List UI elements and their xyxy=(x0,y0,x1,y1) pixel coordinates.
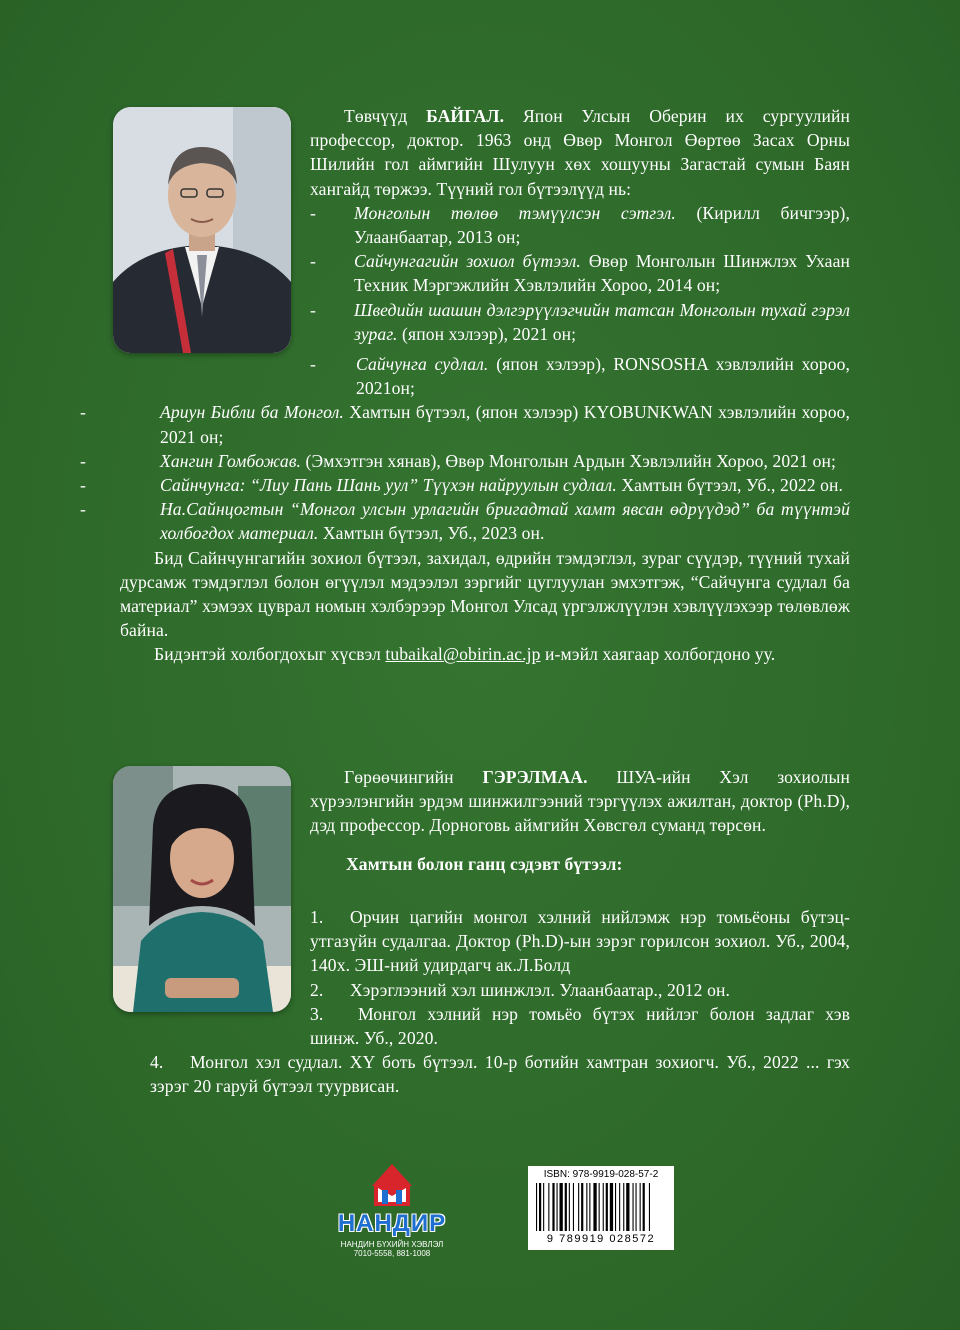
author2-intro-prefix: Гөрөөчингийн xyxy=(344,767,483,787)
author1-work-item: - Хангин Гомбожав. (Эмхэтгэн хянав), Өвөр Монголын Ардын Хэвлэлийн Хороо, 2021 он; xyxy=(80,450,837,471)
publisher-name: НАНДИР xyxy=(337,1210,447,1237)
work-title: Сайнчунга: “Лиу Пань Шань уул” Түүхэн найруулын судлал. xyxy=(160,475,617,496)
author1-work-item: - На.Сайнцогтын “Монгол улсын урлагийн бригадтай хамт явсан өдрүүдэд” ба түүнтэй холбогдох материал. Хамтын бүтээл, Уб., 2023 он. xyxy=(80,499,850,544)
author2-intro-rest: ШУА-ийн Хэл зохиолын хүрээлэнгийн эрдэм шинжилгээний тэргүүлэх ажилтан, доктор (Ph.D), дэд профессор. Дорноговь аймгийн Хөвсгөл суманд төрсөн. xyxy=(310,767,850,836)
work-title: Ариун Библи ба Монгол. xyxy=(160,402,344,423)
isbn-label: ISBN: 978-9919-028-57-2 xyxy=(543,1169,659,1180)
contact-suffix: и-мэйл хаягаар холбогдоно уу. xyxy=(540,644,776,665)
barcode-icon xyxy=(534,1183,668,1233)
work-detail: Өвөр Монголын Шинжлэх Ухаан Техник Мэргэжлийн Хэвлэлийн Хороо, 2014 он; xyxy=(354,251,850,296)
email-link[interactable]: tubaikal@obirin.ac.jp xyxy=(385,644,541,665)
author1-bio-continued xyxy=(80,354,850,667)
author1-work-item: - Сайчунгагийн зохиол бүтээл. Өвөр Монголын Шинжлэх Ухаан Техник Мэргэжлийн Хэвлэлийн Хороо, 2014 он; xyxy=(310,251,850,296)
author2-name: ГЭРЭЛМАА. xyxy=(482,767,588,787)
author2-bio xyxy=(310,765,850,876)
author1-contact xyxy=(120,642,850,666)
author2-work-item: 3. Монгол хэлний нэр томьёо бүтэх нийлэг болон задлаг хэв шинж. Уб., 2020. xyxy=(310,1003,850,1049)
author2-works-heading: Хамтын болон ганц сэдэвт бүтээл: xyxy=(346,853,623,874)
author1-name: БАЙГАЛ. xyxy=(426,106,505,126)
author2-work-item: 2. Хэрэглээний хэл шинжлэл. Улаанбаатар., 2012 он. xyxy=(310,979,730,1000)
author1-intro-rest: Япон Улсын Оберин их сургуулийн профессор, доктор. 1963 онд Өвөр Монгол Өөртөө Засах Орны Шилийн гол аймгийн Шулуун хөх хошууны Загастай сумын Баян хангайд төржээ. Түүний гол бүтээлүүд нь: xyxy=(310,106,850,199)
work-detail: (япон хэлээр), RONSOSHA хэвлэлийн хороо, 2021он; xyxy=(356,354,850,399)
author1-portrait-icon xyxy=(113,107,291,353)
work-detail: Хамтын бүтээл, (япон хэлээр) KYOBUNKWAN хэвлэлийн хороо, 2021 он; xyxy=(160,402,850,447)
author1-plan: Бид Сайнчунгагийн зохиол бүтээл, захидал, өдрийн тэмдэглэл, зураг сүүдэр, түүний тухай дурсамж тэмдэглэл болон өгүүлэл мэдээлэл зэргийг цуглуулан эмхэтгэж, “Сайчунга судлал ба материал” хэмээх цуврал номын хэлбэрээр Монгол Улсад үргэлжлүүлэн хэвлүүлэхээр төлөвлөж байна. xyxy=(120,547,850,641)
work-title: Хангин Гомбожав. xyxy=(160,450,302,471)
isbn-barcode xyxy=(528,1166,674,1250)
work-title: Сайчунгагийн зохиол бүтээл. xyxy=(354,251,581,272)
publisher-logo xyxy=(322,1158,462,1258)
work-title: Шведийн шашин дэлгэрүүлэгчийн татсан Монголын тухай гэрэл зураг. xyxy=(354,299,850,344)
author1-bio xyxy=(310,104,850,346)
work-detail: (япон хэлээр), 2021 он; xyxy=(397,323,577,344)
author1-work-item: - Шведийн шашин дэлгэрүүлэгчийн татсан Монголын тухай гэрэл зураг. (япон хэлээр), 2021 он; xyxy=(310,299,850,344)
work-detail: (Эмхэтгэн хянав), Өвөр Монголын Ардын Хэвлэлийн Хороо, 2021 он; xyxy=(301,450,837,471)
work-detail: Хамтын бүтээл, Уб., 2023 он. xyxy=(318,523,545,544)
author1-work-item: - Сайчунга судлал. (япон хэлээр), RONSOSHA хэвлэлийн хороо, 2021он; xyxy=(310,354,850,399)
author1-photo xyxy=(113,107,291,353)
author2-works-list xyxy=(150,905,850,1099)
work-detail: (Кирилл бичгээр), Улаанбаатар, 2013 он; xyxy=(354,202,850,248)
author2-work-item: 4. Монгол хэл судлал. XY боть бүтээл. 10-р ботийн хамтран зохиогч. Уб., 2022 ... гэх зэрэг 20 гаруй бүтээл туурвисан. xyxy=(150,1052,850,1097)
work-title: Сайчунга судлал. xyxy=(356,354,489,374)
author1-work-item: - Ариун Библи ба Монгол. Хамтын бүтээл, (япон хэлээр) KYOBUNKWAN хэвлэлийн хороо, 2021 он; xyxy=(80,402,850,447)
isbn-digits: 9 789919 028572 xyxy=(546,1233,656,1245)
contact-prefix: Бидэнтэй холбогдохыг хүсвэл xyxy=(154,644,386,665)
publisher-subtitle: НАНДИН БҮХИЙН ХЭВЛЭЛ 7010-5558, 881-1008 xyxy=(340,1240,444,1258)
author2-work-item: 1. Орчин цагийн монгол хэлний нийлэмж нэр томьёоны бүтэц-утгазүйн судалгаа. Доктор (Ph.D)-ын зэрэг горилсон зохиол. Уб., 2004, 140х. ЭШ-ний удирдагч ак.Л.Болд xyxy=(310,907,850,976)
author1-work-item: - Монголын төлөө тэмүүлсэн сэтгэл. (Кирилл бичгээр), Улаанбаатар, 2013 он; xyxy=(310,202,850,248)
work-title: Монголын төлөө тэмүүлсэн сэтгэл. xyxy=(354,202,676,223)
work-title: На.Сайнцогтын “Монгол улсын урлагийн бригадтай хамт явсан өдрүүдэд” ба түүнтэй холбогдох материал. xyxy=(160,499,850,544)
work-detail: Хамтын бүтээл, Уб., 2022 он. xyxy=(616,475,844,496)
author1-intro-prefix: Төвчүүд xyxy=(344,106,427,126)
author1-work-item: - Сайнчунга: “Лиу Пань Шань уул” Түүхэн найруулын судлал. Хамтын бүтээл, Уб., 2022 он. xyxy=(80,475,844,496)
publisher-emblem-icon xyxy=(322,1158,462,1214)
